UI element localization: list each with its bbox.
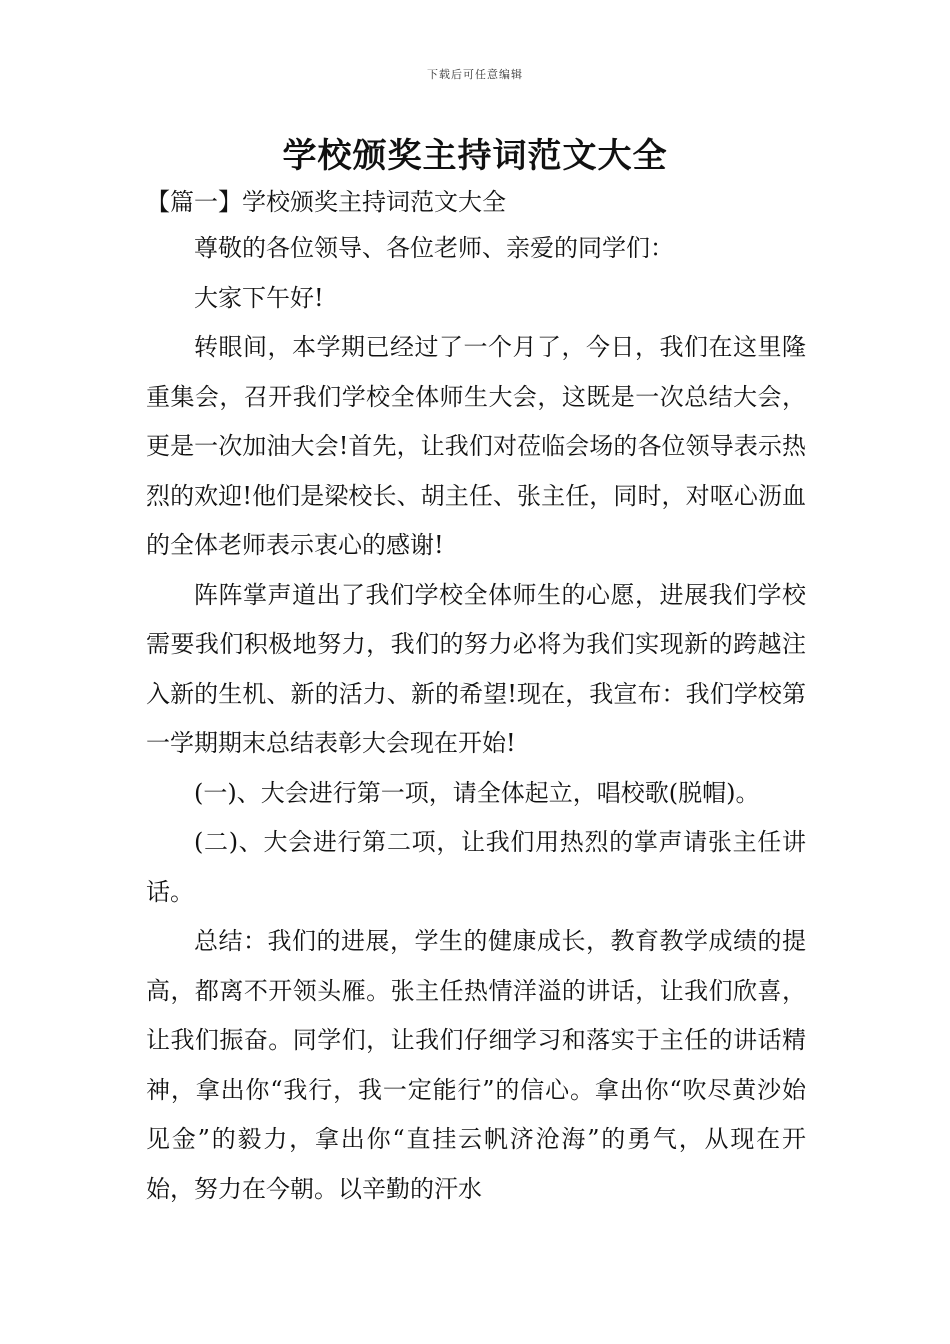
paragraph-item-one: (一)、大会进行第一项，请全体起立，唱校歌(脱帽)。 bbox=[194, 778, 760, 807]
section-heading: 【篇一】学校颁奖主持词范文大全 bbox=[146, 188, 506, 216]
document-title: 学校颁奖主持词范文大全 bbox=[282, 136, 668, 176]
page-header-note: 下载后可任意编辑 bbox=[427, 68, 523, 81]
paragraph-item-two: (二)、大会进行第二项，让我们用热烈的掌声请张主任讲话。 bbox=[146, 828, 806, 906]
document-body bbox=[146, 224, 806, 1214]
paragraph-opening: 转眼间，本学期已经过了一个月了，今日，我们在这里隆重集会，召开我们学校全体师生大会，这既是一次总结大会，更是一次加油大会!首先，让我们对莅临会场的各位领导表示热烈的欢迎!他们是梁校长、胡主任、张主任，同时，对呕心沥血的全体老师表示衷心的感谢! bbox=[146, 333, 806, 559]
paragraph-salutation: 尊敬的各位领导、各位老师、亲爱的同学们： bbox=[194, 234, 674, 262]
paragraph-greeting: 大家下午好! bbox=[194, 283, 324, 312]
paragraph-summary: 总结：我们的进展，学生的健康成长，教育教学成绩的提高，都离不开领头雁。张主任热情洋溢的讲话，让我们欣喜，让我们振奋。同学们，让我们仔细学习和落实于主任的讲话精神，拿出你“我行，我一定能行”的信心。拿出你“吹尽黄沙始见金”的毅力，拿出你“直挂云帆济沧海”的勇气，从现在开始，努力在今朝。以辛勤的汗水 bbox=[146, 927, 806, 1203]
paragraph-announcement: 阵阵掌声道出了我们学校全体师生的心愿，进展我们学校需要我们积极地努力，我们的努力必将为我们实现新的跨越注入新的生机、新的活力、新的希望!现在，我宣布：我们学校第一学期期末总结表彰大会现在开始! bbox=[146, 580, 806, 757]
